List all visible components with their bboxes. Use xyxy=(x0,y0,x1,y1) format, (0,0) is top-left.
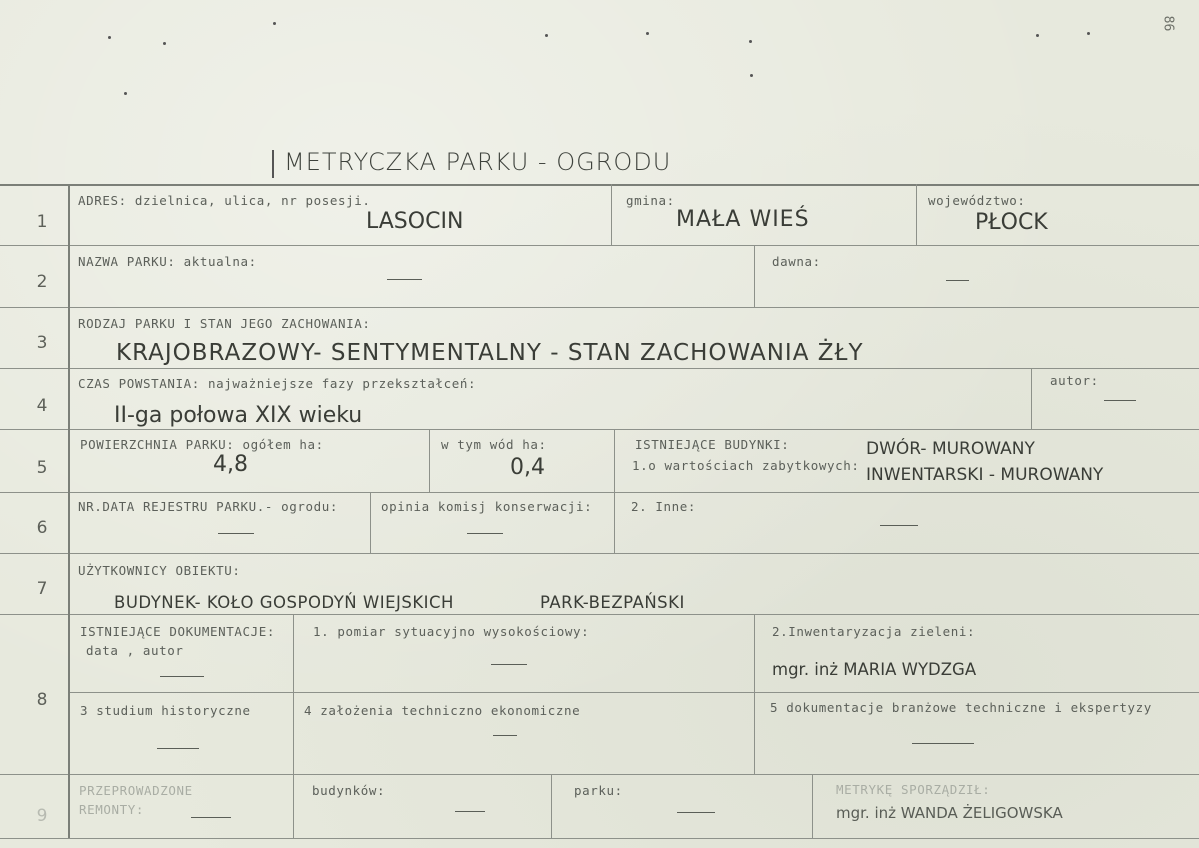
row-number-2: 2 xyxy=(36,272,48,292)
divider xyxy=(429,429,430,492)
renov-buildings-label: budynków: xyxy=(312,783,386,798)
speck xyxy=(750,74,753,77)
creation-time-label: CZAS POWSTANIA: najważniejsze fazy przekształceń: xyxy=(78,376,477,391)
empty-dash xyxy=(493,735,517,736)
greenery-label: 2.Inwentaryzacja zieleni: xyxy=(772,624,976,639)
speck xyxy=(545,34,548,37)
empty-dash xyxy=(946,280,969,281)
rule xyxy=(0,429,1199,430)
speck xyxy=(273,22,276,25)
rule xyxy=(0,245,1199,246)
divider xyxy=(916,184,917,245)
address-value: LASOCIN xyxy=(366,209,464,234)
row-number-9: 9 xyxy=(36,806,48,826)
speck xyxy=(1036,34,1039,37)
renov-park-label: parku: xyxy=(574,783,623,798)
empty-dash xyxy=(455,811,485,812)
tech-economic-label: 4 założenia techniczno ekonomiczne xyxy=(304,703,581,718)
users-value-1: BUDYNEK- KOŁO GOSPODYŃ WIEJSKICH xyxy=(114,593,454,612)
divider xyxy=(611,184,612,245)
users-value-2: PARK-BEZPAŃSKI xyxy=(540,593,685,612)
speck xyxy=(108,36,111,39)
rule xyxy=(0,184,1199,186)
wojewodztwo-label: województwo: xyxy=(928,193,1026,208)
divider xyxy=(293,774,294,838)
docs-sub-label: data , autor xyxy=(86,643,184,658)
empty-dash xyxy=(160,676,204,677)
address-label: ADRES: dzielnica, ulica, nr posesji. xyxy=(78,193,371,208)
rule xyxy=(0,492,1199,493)
author-label: autor: xyxy=(1050,373,1099,388)
title-bar xyxy=(272,150,274,178)
speck xyxy=(749,40,752,43)
docs-label: ISTNIEJĄCE DOKUMENTACJE: xyxy=(80,624,276,639)
divider xyxy=(754,245,755,307)
row-number-3: 3 xyxy=(36,333,48,353)
rule xyxy=(0,368,1199,369)
water-value: 0,4 xyxy=(510,455,545,480)
park-type-label: RODZAJ PARKU I STAN JEGO ZACHOWANIA: xyxy=(78,316,371,331)
park-type-value: KRAJOBRAZOWY- SENTYMENTALNY - STAN ZACHOWANIA ŻŁY xyxy=(116,340,864,366)
prepared-by-label: METRYKĘ SPORZĄDZIŁ: xyxy=(836,782,991,797)
divider xyxy=(551,774,552,838)
gmina-value: MAŁA WIEŚ xyxy=(676,207,810,232)
area-label: POWIERZCHNIA PARKU: ogółem ha: xyxy=(80,437,324,452)
divider xyxy=(293,614,294,774)
rule xyxy=(0,553,1199,554)
former-name-label: dawna: xyxy=(772,254,821,269)
empty-dash xyxy=(880,525,918,526)
empty-dash xyxy=(677,812,715,813)
empty-dash xyxy=(467,533,503,534)
wojewodztwo-value: PŁOCK xyxy=(975,210,1048,235)
empty-dash xyxy=(218,533,254,534)
speck xyxy=(646,32,649,35)
survey-label: 1. pomiar sytuacyjno wysokościowy: xyxy=(313,624,590,639)
empty-dash xyxy=(1104,400,1136,401)
rule xyxy=(0,307,1199,308)
speck xyxy=(124,92,127,95)
creation-time-value: II-ga połowa XIX wieku xyxy=(114,403,363,428)
row-number-6: 6 xyxy=(36,518,48,538)
building-2-value: INWENTARSKI - MUROWANY xyxy=(866,465,1104,485)
renovations-label-2: REMONTY: xyxy=(79,802,145,817)
page-title: METRYCZKA PARKU - OGRODU xyxy=(284,148,672,176)
row-number-5: 5 xyxy=(36,458,48,478)
rule xyxy=(0,614,1199,615)
divider xyxy=(614,429,615,492)
renovations-label-1: PRZEPROWADZONE xyxy=(79,783,193,798)
speck xyxy=(1087,32,1090,35)
water-label: w tym wód ha: xyxy=(441,437,547,452)
gmina-label: gmina: xyxy=(626,193,675,208)
empty-dash xyxy=(157,748,199,749)
rule xyxy=(0,774,1199,775)
row-number-1: 1 xyxy=(36,212,48,232)
empty-dash xyxy=(491,664,527,665)
history-study-label: 3 studium historyczne xyxy=(80,703,251,718)
park-name-label: NAZWA PARKU: aktualna: xyxy=(78,254,257,269)
greenery-value: mgr. inż MARIA WYDZGA xyxy=(772,660,977,679)
prepared-by-value: mgr. inż WANDA ŻELIGOWSKA xyxy=(836,804,1063,822)
buildings-sub-label: 1.o wartościach zabytkowych: xyxy=(632,458,860,473)
users-label: UŻYTKOWNICY OBIEKTU: xyxy=(78,563,241,578)
empty-dash xyxy=(191,817,231,818)
rule xyxy=(0,838,1199,839)
row-number-4: 4 xyxy=(36,396,48,416)
divider xyxy=(1031,368,1032,429)
buildings-label: ISTNIEJĄCE BUDYNKI: xyxy=(635,437,790,452)
register-label: NR.DATA REJESTRU PARKU.- ogrodu: xyxy=(78,499,339,514)
empty-dash xyxy=(387,279,422,280)
area-value: 4,8 xyxy=(213,452,248,477)
divider xyxy=(614,492,615,553)
speck xyxy=(163,42,166,45)
row-number-8: 8 xyxy=(36,690,48,710)
row-number-7: 7 xyxy=(36,579,48,599)
building-1-value: DWÓR- MUROWANY xyxy=(866,439,1035,459)
empty-dash xyxy=(912,743,974,744)
rule xyxy=(68,692,1199,693)
page-number: 86 xyxy=(1160,15,1176,32)
opinion-label: opinia komisj konserwacji: xyxy=(381,499,593,514)
divider xyxy=(754,614,755,774)
other-buildings-label: 2. Inne: xyxy=(631,499,697,514)
branch-docs-label: 5 dokumentacje branżowe techniczne i ekspertyzy xyxy=(770,700,1152,715)
divider xyxy=(370,492,371,553)
divider xyxy=(812,774,813,838)
